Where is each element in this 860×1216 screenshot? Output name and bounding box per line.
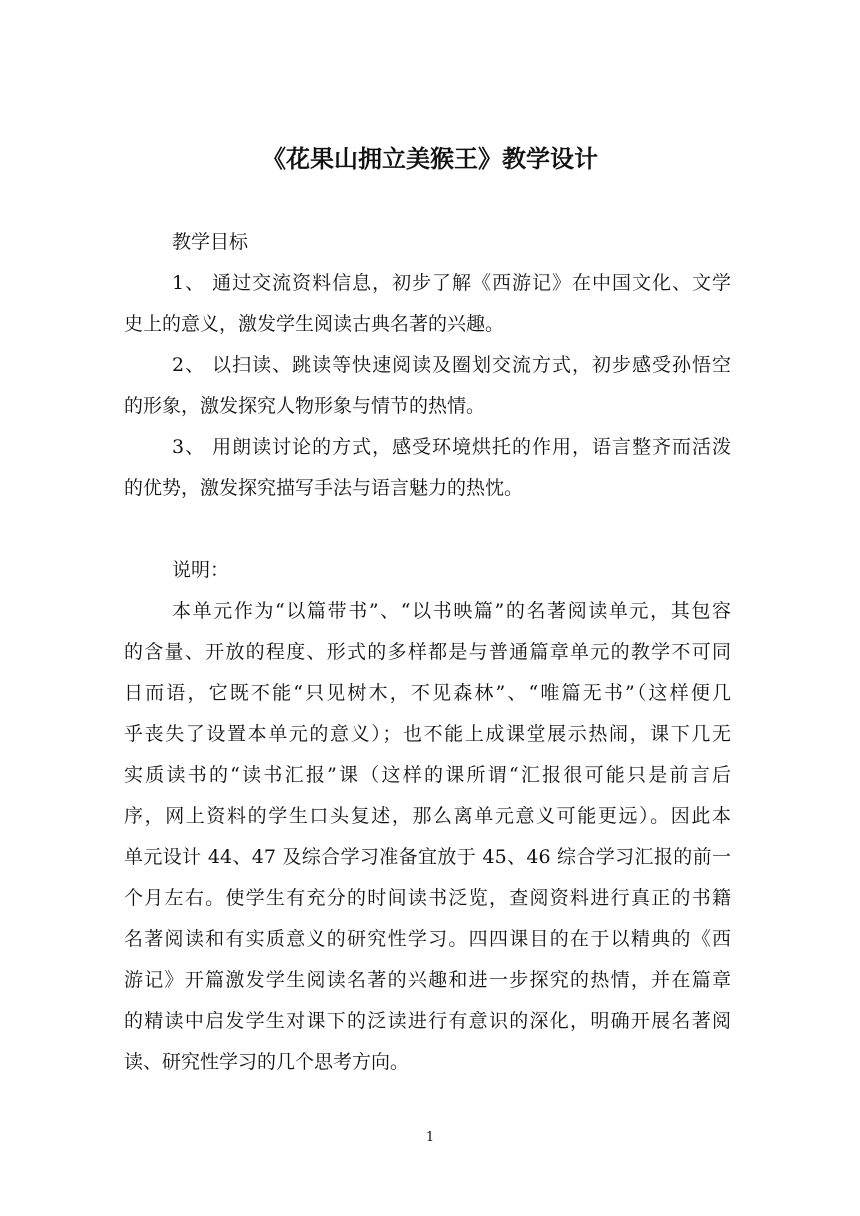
notes-line: 乎丧失了设置本单元的意义）；也不能上成课堂展示热闹，课下几无	[124, 723, 731, 745]
notes-line: 的精读中启发学生对课下的泛读进行有意识的深化，明确开展名著阅	[124, 1010, 731, 1032]
goals-heading: 教学目标	[172, 231, 249, 253]
goal-1-line-2: 史上的意义，激发学生阅读古典名著的兴趣。	[124, 313, 505, 335]
notes-line: 读、研究性学习的几个思考方向。	[124, 1051, 410, 1073]
notes-line: 个月左右。使学生有充分的时间读书泛览，查阅资料进行真正的书籍	[124, 887, 731, 909]
goal-2-line-1: 2、 以扫读、跳读等快速阅读及圈划交流方式，初步感受孙悟空	[172, 354, 731, 376]
section-gap	[124, 509, 731, 550]
document-title: 《花果山拥立美猴王》教学设计	[262, 145, 598, 173]
document-body	[124, 222, 731, 1083]
notes-heading: 说明：	[172, 559, 230, 581]
page-number: 1	[425, 1130, 435, 1145]
notes-paragraph	[124, 591, 731, 1083]
goal-item-2	[124, 345, 731, 427]
notes-line: 的含量、开放的程度、形式的多样都是与普通篇章单元的教学不可同	[124, 641, 731, 663]
goal-3-line-1: 3、 用朗读讨论的方式，感受环境烘托的作用，语言整齐而活泼	[172, 436, 731, 458]
goal-3-line-2: 的优势，激发探究描写手法与语言魅力的热忱。	[124, 477, 524, 499]
notes-line: 日而语，它既不能“只见树木，不见森林”、“唯篇无书”（这样便几	[124, 682, 731, 704]
notes-line: 名著阅读和有实质意义的研究性学习。四四课目的在于以精典的《西	[124, 928, 731, 950]
notes-line: 序，网上资料的学生口头复述，那么离单元意义可能更远）。因此本	[124, 805, 731, 827]
notes-line: 本单元作为“以篇带书”、“以书映篇”的名著阅读单元，其包容	[172, 600, 731, 622]
notes-line: 游记》开篇激发学生阅读名著的兴趣和进一步探究的热情，并在篇章	[124, 969, 731, 991]
notes-line: 实质读书的“读书汇报”课（这样的课所谓“汇报很可能只是前言后	[124, 764, 731, 786]
notes-line: 单元设计 44、47 及综合学习准备宜放于 45、46 综合学习汇报的前一	[124, 846, 731, 868]
goal-2-line-2: 的形象，激发探究人物形象与情节的热情。	[124, 395, 486, 417]
goal-1-line-1: 1、 通过交流资料信息，初步了解《西游记》在中国文化、文学	[172, 272, 731, 294]
goal-item-3	[124, 427, 731, 509]
goal-item-1	[124, 263, 731, 345]
